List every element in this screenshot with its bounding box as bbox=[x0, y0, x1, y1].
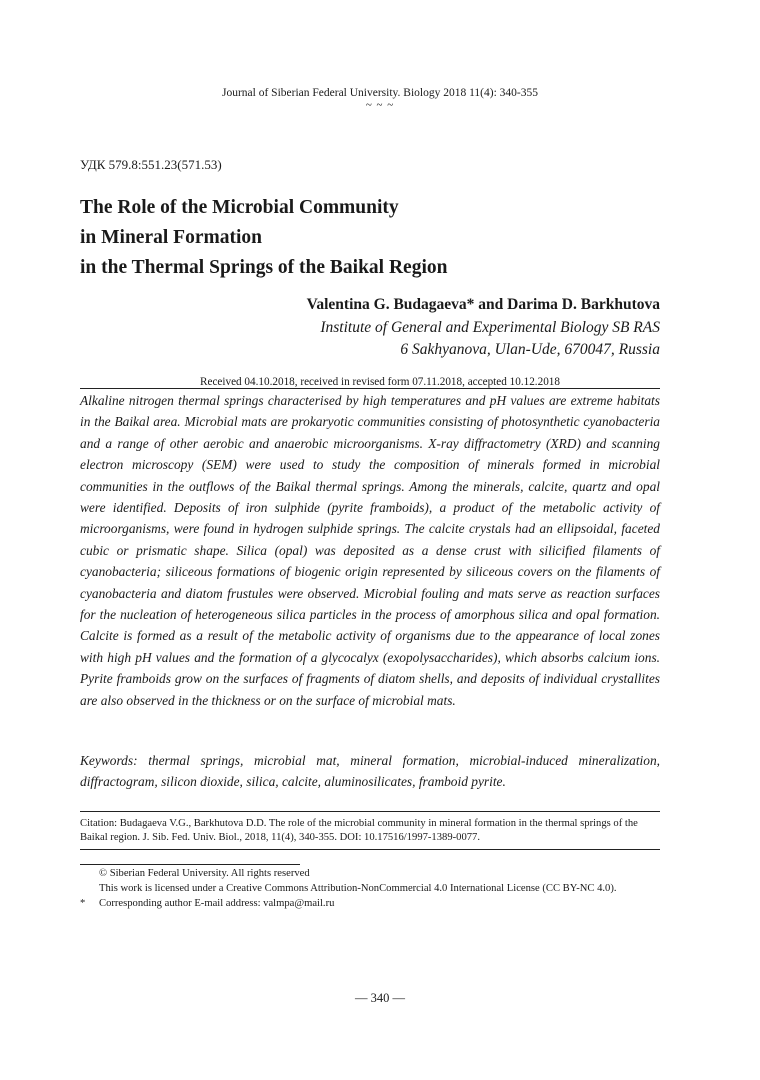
footnote-divider bbox=[80, 864, 300, 865]
footnote-license: This work is licensed under a Creative Commons Attribution-NonCommercial 4.0 International License (CC BY-NC 4.0). bbox=[99, 883, 617, 894]
title-line-1: The Role of the Microbial Community bbox=[80, 197, 399, 218]
affiliation-address: 6 Sakhyanova, Ulan-Ude, 670047, Russia bbox=[400, 341, 660, 358]
journal-header: Journal of Siberian Federal University. Biology 2018 11(4): 340-355 bbox=[222, 87, 538, 99]
divider-citation-top bbox=[80, 811, 660, 812]
abstract: Alkaline nitrogen thermal springs characterised by high temperatures and pH values are extreme habitats in the Baikal area. Microbial mats are prokaryotic communities consisting of photosynthetic cyanobacteria and a range of other aerobic and anaerobic microorganisms. X-ray diffractometry (XRD) and scanning electron microscopy (SEM) were used to study the composition of minerals formed in microbial communities in the outflows of the Baikal thermal springs. Among the minerals, calcite, quartz and opal were identified. Deposits of iron sulphide (pyrite framboids), a product of the metabolic activity of microorganisms, were found in hydrogen sulphide springs. The calcite crystals had an ellipsoidal, faceted cubic or prismatic shape. Silica (opal) was deposited as a dense crust with silicified filaments of cyanobacteria; siliceous formations of biogenic origin represented by siliceous covers on the filaments of cyanobacteria and diatom frustules were observed. Microbial fouling and mats serve as reaction surfaces for the nucleation of heterogeneous silica particles in the process of amorphous silica and opal formation. Calcite is formed as a result of the metabolic activity of organisms due to the appearance of local zones with high pH values and the formation of a glycocalyx (exopolysaccharides), which absorbs calcium ions. Pyrite framboids grow on the surfaces of fragments of diatom shells, and deposits of individual crystallites are also observed in the thickness or on the surface of microbial mats. bbox=[80, 393, 660, 708]
footnote-star: * bbox=[80, 898, 86, 909]
page-number: — 340 — bbox=[355, 991, 405, 1005]
title-line-2: in Mineral Formation bbox=[80, 227, 262, 248]
footnote-corresponding bbox=[80, 896, 680, 911]
divider-citation-bottom bbox=[80, 849, 660, 850]
article-title bbox=[80, 193, 680, 283]
authors: Valentina G. Budagaeva* and Darima D. Barkhutova bbox=[306, 296, 660, 313]
header-ornament: ~ ~ ~ bbox=[365, 99, 395, 111]
keywords: Keywords: thermal springs, microbial mat, mineral formation, microbial-induced mineralization, diffractogram, silicon dioxide, silica, calcite, aluminosilicates, framboid pyrite. bbox=[80, 753, 660, 790]
affiliation-institute: Institute of General and Experimental Biology SB RAS bbox=[320, 319, 660, 336]
udk-code: УДК 579.8:551.23(571.53) bbox=[80, 157, 222, 172]
citation: Citation: Budagaeva V.G., Barkhutova D.D. The role of the microbial community in mineral formation in the thermal springs of the Baikal region. J. Sib. Fed. Univ. Biol., 2018, 11(4), 340-355. DOI: 10.17516/1997-1389-0077. bbox=[80, 818, 638, 843]
footnote-copyright: © Siberian Federal University. All rights reserved bbox=[99, 868, 310, 879]
affiliation bbox=[320, 317, 660, 361]
footnotes bbox=[80, 866, 680, 911]
divider-abstract bbox=[80, 388, 660, 389]
title-line-3: in the Thermal Springs of the Baikal Region bbox=[80, 257, 448, 278]
corresponding-email: Corresponding author E-mail address: valmpa@mail.ru bbox=[99, 898, 335, 909]
received-dates: Received 04.10.2018, received in revised form 07.11.2018, accepted 10.12.2018 bbox=[200, 376, 560, 388]
